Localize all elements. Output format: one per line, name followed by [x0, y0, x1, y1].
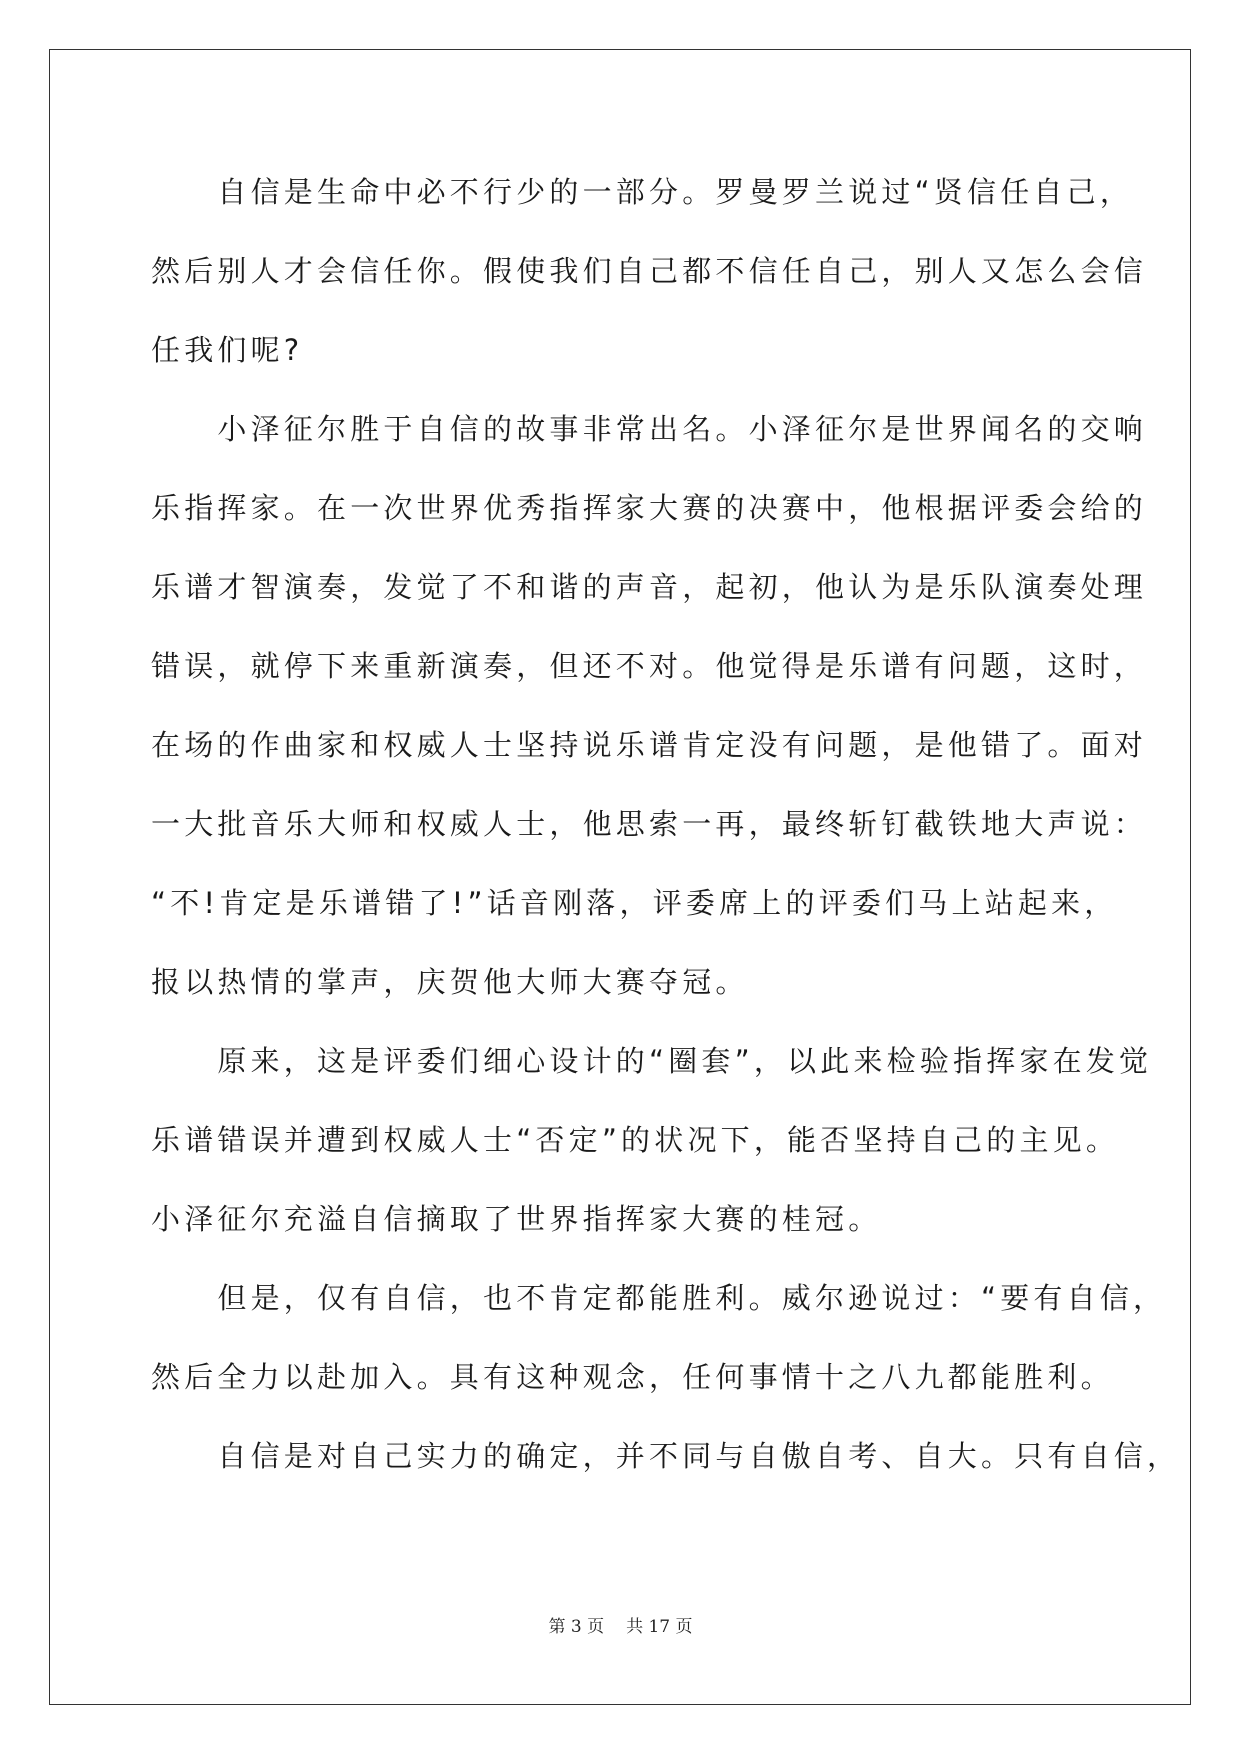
- text-line: 乐谱错误并遭到权威人士“否定”的状况下，能否坚持自己的主见。: [151, 1123, 1120, 1157]
- text-line: 然后别人才会信任你。假使我们自己都不信任自己，别人又怎么会信: [151, 254, 1148, 288]
- text-line: 自信是生命中必不行少的一部分。罗曼罗兰说过“贤信任自己，: [151, 175, 1134, 209]
- text-line: 自信是对自己实力的确定，并不同与自傲自考、自大。只有自信，: [151, 1439, 1181, 1473]
- text-line: 一大批音乐大师和权威人士，他思索一再，最终斩钉截铁地大声说：: [151, 807, 1148, 841]
- text-line: 错误，就停下来重新演奏，但还不对。他觉得是乐谱有问题，这时，: [151, 649, 1148, 683]
- text-line: 在场的作曲家和权威人士坚持说乐谱肯定没有问题，是他错了。面对: [151, 728, 1148, 762]
- text-line: 乐指挥家。在一次世界优秀指挥家大赛的决赛中，他根据评委会给的: [151, 491, 1148, 525]
- text-line: 报以热情的掌声，庆贺他大师大赛夺冠。: [151, 965, 749, 999]
- text-line: 小泽征尔胜于自信的故事非常出名。小泽征尔是世界闻名的交响: [151, 412, 1148, 446]
- page-footer: [0, 1612, 1241, 1637]
- text-line: 小泽征尔充溢自信摘取了世界指挥家大赛的桂冠。: [151, 1202, 882, 1236]
- text-line: 然后全力以赴加入。具有这种观念，任何事情十之八九都能胜利。: [151, 1360, 1114, 1394]
- page-number: 第 3 页: [548, 1617, 605, 1637]
- text-line: 原来，这是评委们细心设计的“圈套”，以此来检验指挥家在发觉: [151, 1044, 1153, 1078]
- text-line: 任我们呢?: [151, 333, 304, 367]
- text-line: 但是，仅有自信，也不肯定都能胜利。威尔逊说过：“要有自信，: [151, 1281, 1167, 1315]
- text-line: 乐谱才智演奏，发觉了不和谐的声音，起初，他认为是乐队演奏处理: [151, 570, 1148, 604]
- text-line: “不!肯定是乐谱错了!”话音刚落，评委席上的评委们马上站起来，: [151, 886, 1118, 920]
- page-total: 共 17 页: [626, 1617, 693, 1637]
